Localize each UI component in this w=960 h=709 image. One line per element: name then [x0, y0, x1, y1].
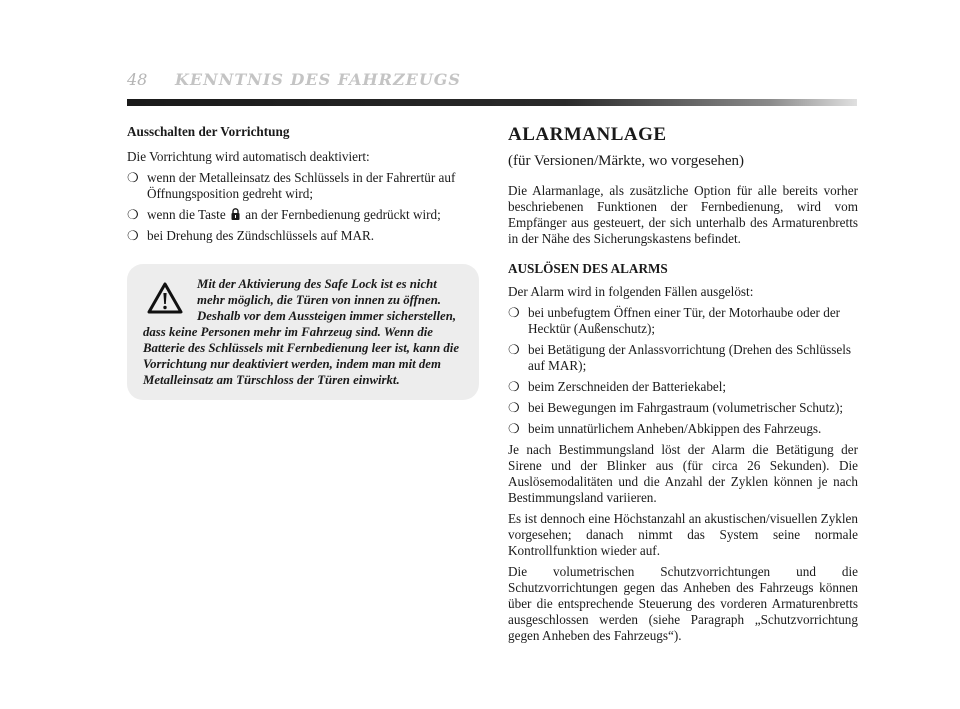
paragraph: Je nach Bestimmungsland löst der Alarm die Betätigung der Sirene und der Blinker aus (für circa 26 Sekunden). Die Auslösemodalitäten und die Anzahl der Zyklen können je nach Bestimmungsland variieren.	[508, 442, 858, 505]
list-item-text: wenn der Metalleinsatz des Schlüssels in der Fahrertür auf Öffnungsposition gedreht wird;	[147, 170, 456, 201]
list-item	[508, 421, 858, 437]
list-item-text: bei Bewegungen im Fahrgastraum (volumetrischer Schutz);	[528, 400, 844, 415]
alarm-trigger-list	[508, 305, 858, 437]
list-item-text: bei Drehung des Zündschlüssels auf MAR.	[147, 228, 375, 243]
left-column	[127, 124, 479, 400]
list-item	[127, 228, 479, 244]
bullet-symbol: ❍	[508, 400, 520, 415]
section-heading: ALARMANLAGE	[508, 124, 667, 145]
list-item-text: bei unbefugtem Öffnen einer Tür, der Motorhaube oder der Hecktür (Außenschutz);	[528, 305, 841, 336]
list-item	[508, 342, 858, 374]
right-column	[508, 124, 858, 649]
paragraph: Es ist dennoch eine Höchstanzahl an akustischen/visuellen Zyklen vorgesehen; danach nimmt das System seine normale Kontrollfunktion wieder auf.	[508, 511, 858, 558]
list-item-text: an der Fernbedienung gedrückt wird;	[245, 207, 441, 222]
list-item	[508, 305, 858, 337]
deactivation-list	[127, 170, 479, 244]
warning-triangle-icon	[147, 278, 183, 318]
alarm-trigger-heading: AUSLÖSEN DES ALARMS	[508, 261, 668, 276]
alarm-intro: Die Alarmanlage, als zusätzliche Option für alle bereits vorher beschriebenen Funktionen der Fernbedienung, wird vom Empfänger aus gesteuert, der sich unterhalb des Armaturenbretts in der Nähe des Sicherungskastens befindet.	[508, 183, 858, 246]
page-header	[127, 70, 867, 94]
bullet-symbol: ❍	[508, 379, 520, 394]
bullet-symbol: ❍	[127, 207, 139, 222]
section-title: KENNTNIS DES FAHRZEUGS	[175, 70, 461, 89]
bullet-symbol: ❍	[508, 342, 520, 357]
list-item-text: beim Zerschneiden der Batteriekabel;	[528, 379, 727, 394]
deactivation-heading: Ausschalten der Vorrichtung	[127, 124, 290, 139]
list-item	[508, 379, 858, 395]
deactivation-intro: Die Vorrichtung wird automatisch deaktiviert:	[127, 149, 370, 164]
warning-box	[127, 264, 479, 400]
list-item	[508, 400, 858, 416]
list-item	[127, 170, 479, 202]
header-rule	[127, 99, 857, 106]
bullet-symbol: ❍	[127, 228, 139, 243]
section-subtitle: (für Versionen/Märkte, wo vorgesehen)	[508, 153, 745, 169]
bullet-symbol: ❍	[127, 170, 139, 185]
list-item-text: bei Betätigung der Anlassvorrichtung (Drehen des Schlüssels auf MAR);	[528, 342, 852, 373]
warning-text: Mit der Aktivierung des Safe Lock ist es nicht mehr möglich, die Türen von innen zu öffnen. Deshalb vor dem Aussteigen immer sicherstellen, dass keine Personen mehr im Fahrzeug sind. Wenn die Batterie des Schlüssels mit Fernbedienung leer ist, kann die Vorrichtung nur deaktiviert werden, indem man mit dem Metalleinsatz am Türschloss der Türen einwirkt.	[143, 277, 460, 387]
page-number: 48	[127, 70, 148, 89]
bullet-symbol: ❍	[508, 305, 520, 320]
alarm-trigger-lead: Der Alarm wird in folgenden Fällen ausgelöst:	[508, 284, 754, 299]
list-item-text: beim unnatürlichem Anheben/Abkippen des Fahrzeugs.	[528, 421, 822, 436]
paragraph: Die volumetrischen Schutzvorrichtungen und die Schutzvorrichtungen gegen das Anheben des Fahrzeugs können über die entsprechende Steuerung des vorderen Armaturenbretts ausgeschlossen werden (siehe Paragraph „Schutzvorrichtung gegen Anheben des Fahrzeugs“).	[508, 564, 858, 643]
list-item	[127, 207, 479, 223]
bullet-symbol: ❍	[508, 421, 520, 436]
lock-icon	[231, 208, 240, 220]
list-item-text-prefix: wenn die Taste	[147, 207, 226, 222]
